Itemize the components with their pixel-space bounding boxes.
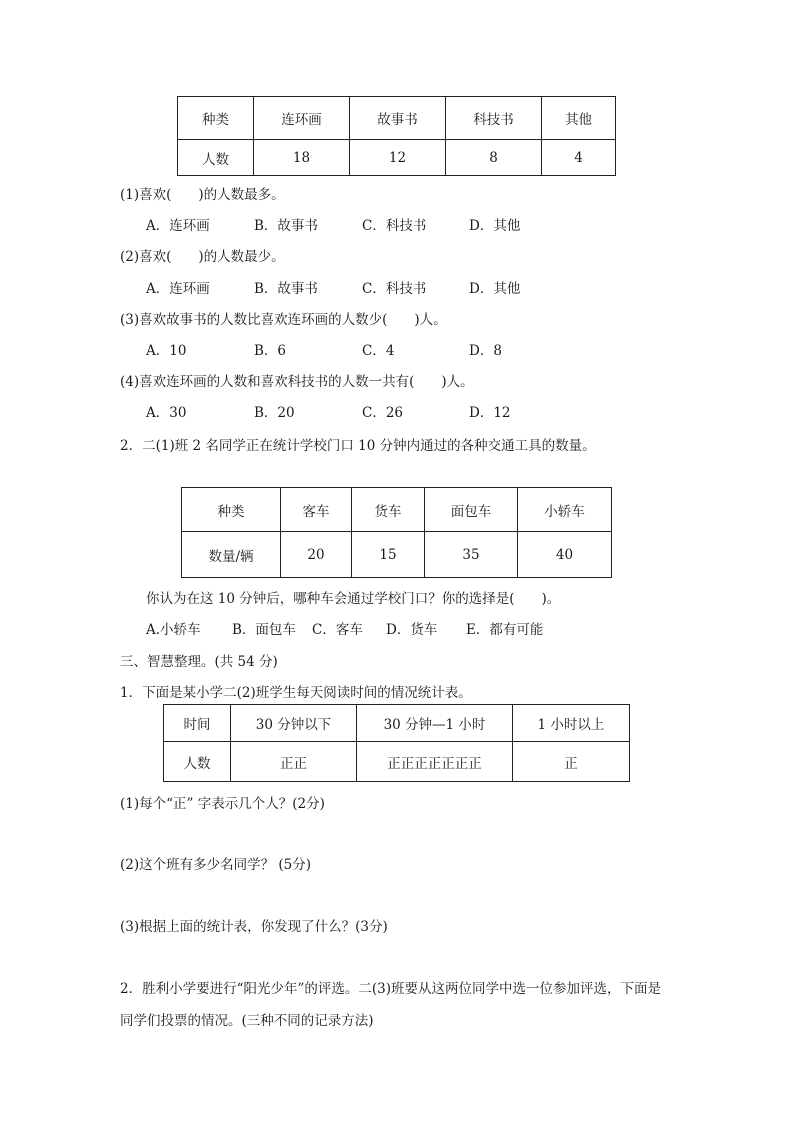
table-cell: 8 <box>446 140 542 176</box>
section-title: 三、智慧整理。(共 54 分) <box>120 654 278 670</box>
table-header-cell: 种类 <box>178 97 254 140</box>
option: B．20 <box>254 405 295 421</box>
option: A．连环画 <box>146 218 210 234</box>
table-header-cell: 货车 <box>352 488 425 532</box>
question-stem: (1)喜欢( )的人数最多。 <box>120 187 285 203</box>
table-header-cell: 1 小时以上 <box>513 705 630 742</box>
option: C．客车 <box>312 622 363 638</box>
table-header-cell: 时间 <box>164 705 231 742</box>
table-header-cell: 种类 <box>182 488 281 532</box>
table-header-cell: 故事书 <box>350 97 446 140</box>
sub-question: (3)根据上面的统计表，你发现了什么？(3分) <box>120 919 388 935</box>
table-header-cell: 科技书 <box>446 97 542 140</box>
table-cell: 人数 <box>164 742 231 782</box>
option: D．货车 <box>386 622 438 638</box>
option: C．科技书 <box>362 281 427 297</box>
table-cell: 4 <box>542 140 616 176</box>
option: A．10 <box>146 343 187 359</box>
table-header-cell: 连环画 <box>254 97 350 140</box>
table-header-cell: 30 分钟以下 <box>231 705 357 742</box>
table-cell: 35 <box>425 532 518 578</box>
option: B．6 <box>254 343 287 359</box>
table-header-cell: 客车 <box>281 488 352 532</box>
table-cell: 正 <box>513 742 630 782</box>
table-header-cell: 30 分钟—1 小时 <box>357 705 513 742</box>
option: B．面包车 <box>232 622 296 638</box>
option: B．故事书 <box>254 281 318 297</box>
option: D．12 <box>469 405 511 421</box>
question-stem: (2)喜欢( )的人数最少。 <box>120 249 285 265</box>
option: D．8 <box>469 343 502 359</box>
option: A.小轿车 <box>146 622 201 638</box>
question-stem: 2．胜利小学要进行“阳光少年”的评选。二(3)班要从这两位同学中选一位参加评选，下面是 <box>120 981 662 997</box>
table-cell: 12 <box>350 140 446 176</box>
reading-time-table <box>163 704 630 782</box>
book-preference-table <box>177 96 616 176</box>
question-stem: 1．下面是某小学二(2)班学生每天阅读时间的情况统计表。 <box>120 685 472 701</box>
question-stem-continued: 同学们投票的情况。(三种不同的记录方法) <box>120 1013 374 1029</box>
option: D．其他 <box>469 281 521 297</box>
table-cell: 数量/辆 <box>182 532 281 578</box>
table-header-cell: 面包车 <box>425 488 518 532</box>
option: C．科技书 <box>362 218 427 234</box>
table-cell: 人数 <box>178 140 254 176</box>
option: E．都有可能 <box>466 622 544 638</box>
option: A．连环画 <box>146 281 210 297</box>
table-cell: 15 <box>352 532 425 578</box>
traffic-count-table <box>181 487 612 578</box>
sub-question: (1)每个“正” 字表示几个人？(2分) <box>120 796 325 812</box>
option: B．故事书 <box>254 218 318 234</box>
table-header-cell: 其他 <box>542 97 616 140</box>
table-cell: 正正 <box>231 742 357 782</box>
question-stem: (4)喜欢连环画的人数和喜欢科技书的人数一共有( )人。 <box>120 374 474 390</box>
option: C．26 <box>362 405 404 421</box>
table-header-cell: 小轿车 <box>518 488 612 532</box>
table-cell: 20 <box>281 532 352 578</box>
table-cell: 正正正正正正正 <box>357 742 513 782</box>
option: C．4 <box>362 343 395 359</box>
question-stem: 2．二(1)班 2 名同学正在统计学校门口 10 分钟内通过的各种交通工具的数量。 <box>120 438 596 454</box>
table-cell: 18 <box>254 140 350 176</box>
option: D．其他 <box>469 218 521 234</box>
table-cell: 40 <box>518 532 612 578</box>
sub-question: (2)这个班有多少名同学？ (5分) <box>120 857 312 873</box>
option: A．30 <box>146 405 187 421</box>
question-stem: (3)喜欢故事书的人数比喜欢连环画的人数少( )人。 <box>120 312 447 328</box>
question-text: 你认为在这 10 分钟后，哪种车会通过学校门口？你的选择是( )。 <box>146 591 561 607</box>
